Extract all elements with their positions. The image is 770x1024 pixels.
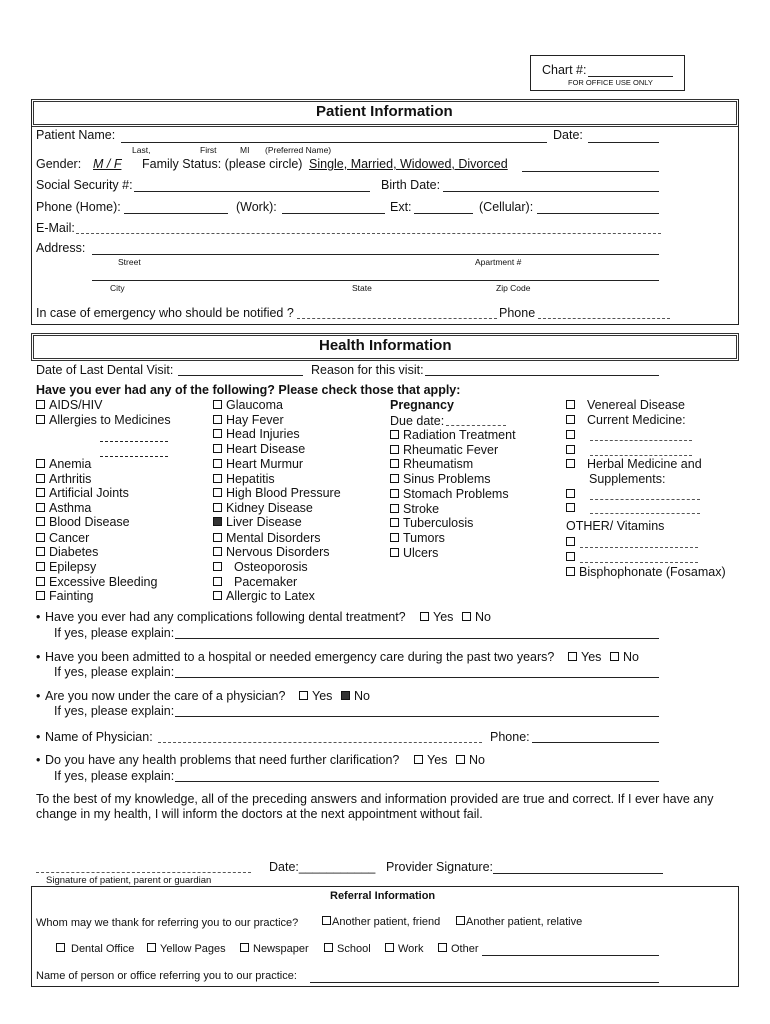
phone-home-label: Phone (Home): [36,200,121,214]
checkbox-icon[interactable] [213,459,222,468]
name-sub-last: Last, [132,145,151,155]
checkbox-icon[interactable] [456,916,465,925]
checkbox-icon[interactable] [36,400,45,409]
checkbox-icon[interactable] [414,755,423,764]
checkbox-icon[interactable] [390,504,399,513]
condition-fainting[interactable]: Fainting [36,589,93,603]
q3-text: Are you now under the care of a physician? [45,689,286,703]
checkbox-icon[interactable] [390,445,399,454]
checkbox-icon[interactable] [390,459,399,468]
condition-tumors[interactable]: Tumors [390,531,445,545]
vitamin-entry-1[interactable] [566,535,579,549]
referral-relative[interactable]: Another patient, relative [456,916,582,928]
checkbox-icon[interactable] [385,943,394,952]
q1-explain-field[interactable] [175,638,659,639]
office-use-note: FOR OFFICE USE ONLY [568,78,653,87]
q5-bullet: • [36,753,41,767]
family-status-line [522,171,659,172]
vitamin-line-2[interactable] [580,562,698,563]
condition-venereal[interactable]: Venereal Disease [566,398,685,412]
chart-number-label: Chart #: [542,63,587,77]
checkbox-icon[interactable] [213,400,222,409]
checkbox-icon[interactable] [324,943,333,952]
checkbox-icon[interactable] [568,652,577,661]
checkbox-icon[interactable] [420,612,429,621]
checkbox-icon[interactable] [213,591,222,600]
q5-no[interactable]: No [456,753,485,767]
q5-text: Do you have any health problems that need further clarification? [45,753,400,767]
state-caption: State [352,283,372,293]
street-field[interactable] [92,254,659,255]
q2-bullet: • [36,650,41,664]
checkbox-icon[interactable] [566,415,575,424]
condition-anemia[interactable]: Anemia [36,457,91,471]
emergency-phone-label: Phone [499,306,536,320]
checkbox-icon[interactable] [390,518,399,527]
physician-phone-field[interactable] [532,742,659,743]
phone-work-field[interactable] [282,213,385,214]
q2-explain-field[interactable] [175,677,659,678]
vitamin-line-1[interactable] [580,547,698,548]
checkbox-icon[interactable] [341,691,350,700]
referral-dental-office[interactable]: Dental Office [56,943,134,955]
q5-explain-label: If yes, please explain: [54,769,175,783]
checkbox-icon[interactable] [213,444,222,453]
physician-name-field[interactable] [158,742,482,743]
checkbox-icon[interactable] [438,943,447,952]
other-vitamins-label: OTHER/ Vitamins [566,519,665,533]
q3-bullet: • [36,689,41,703]
condition-artificial-joints[interactable]: Artificial Joints [36,486,129,500]
emergency-label: In case of emergency who should be notified ? [36,306,294,320]
herbal-entry-1[interactable] [566,487,579,501]
name-sub-mi: MI [240,145,250,155]
condition-glaucoma[interactable]: Glaucoma [213,398,283,412]
current-medicine[interactable]: Current Medicine: [566,413,686,427]
checkbox-icon[interactable] [390,430,399,439]
condition-head-injuries[interactable]: Head Injuries [213,427,300,441]
checkbox-icon[interactable] [462,612,471,621]
cellular-label: (Cellular): [479,200,534,214]
ssn-field[interactable] [134,191,370,192]
condition-asthma[interactable]: Asthma [36,501,91,515]
q3-yes[interactable]: Yes [299,689,332,703]
physician-phone-label: Phone: [490,730,530,744]
condition-diabetes[interactable]: Diabetes [36,545,98,559]
q3-explain-label: If yes, please explain: [54,704,175,718]
checkbox-icon[interactable] [322,916,331,925]
condition-tuberculosis[interactable]: Tuberculosis [390,516,473,530]
birth-date-field[interactable] [443,191,659,192]
condition-allergies-medicines[interactable]: Allergies to Medicines [36,413,171,427]
email-label: E-Mail: [36,221,75,235]
checkbox-icon[interactable] [390,489,399,498]
checkbox-icon[interactable] [566,489,575,498]
condition-osteoporosis[interactable]: Osteoporosis [213,560,308,574]
referral-title: Referral Information [330,890,436,902]
q1-text: Have you ever had any complications following dental treatment? [45,610,406,624]
condition-excessive-bleeding[interactable]: Excessive Bleeding [36,575,157,589]
checkbox-icon[interactable] [566,445,575,454]
pregnancy-label: Pregnancy [390,398,454,412]
name-sub-preferred: (Preferred Name) [265,145,332,155]
health-info-title: Health Information [319,337,452,354]
due-date-field[interactable] [446,425,506,426]
checkbox-icon[interactable] [213,562,222,571]
due-date-label: Due date: [390,414,445,428]
condition-sinus[interactable]: Sinus Problems [390,472,491,486]
emergency-phone-field[interactable] [538,318,670,319]
checkbox-icon[interactable] [566,459,575,468]
checkbox-icon[interactable] [36,503,45,512]
checkbox-icon[interactable] [299,691,308,700]
condition-high-blood-pressure[interactable]: High Blood Pressure [213,486,341,500]
family-status-label: Family Status: (please circle) [142,157,303,171]
checkbox-icon[interactable] [566,552,575,561]
checkbox-icon[interactable] [566,503,575,512]
checkbox-icon[interactable] [390,474,399,483]
checkbox-icon[interactable] [36,533,45,542]
checkbox-icon[interactable] [456,755,465,764]
date-label: Date: [553,128,583,142]
medicine-entry-2[interactable] [566,443,579,457]
checkbox-icon[interactable] [36,547,45,556]
checkbox-icon[interactable] [390,548,399,557]
condition-nervous-disorders[interactable]: Nervous Disorders [213,545,330,559]
condition-ulcers[interactable]: Ulcers [390,546,438,560]
signature-date-label[interactable]: Date:___________ [269,860,376,874]
patient-signature-field[interactable] [36,872,251,873]
checkbox-icon[interactable] [56,943,65,952]
condition-stroke[interactable]: Stroke [390,502,439,516]
q2-explain-label: If yes, please explain: [54,665,175,679]
allergy-line-1[interactable] [100,441,168,442]
last-visit-field[interactable] [178,375,303,376]
checkbox-icon[interactable] [36,562,45,571]
herbal-medicine[interactable]: Herbal Medicine and [566,457,702,471]
checkbox-icon[interactable] [240,943,249,952]
condition-kidney-disease[interactable]: Kidney Disease [213,501,313,515]
address-label: Address: [36,241,86,255]
checkbox-icon[interactable] [566,567,575,576]
referral-name-label: Name of person or office referring you to our practice: [36,970,297,982]
checkbox-icon[interactable] [213,533,222,542]
referral-newspaper[interactable]: Newspaper [240,943,309,955]
condition-liver-disease[interactable]: Liver Disease [213,515,302,529]
q5-yes[interactable]: Yes [414,753,447,767]
phone-home-field[interactable] [124,213,228,214]
allergy-line-2[interactable] [100,456,168,457]
condition-stomach[interactable]: Stomach Problems [390,487,509,501]
last-visit-label: Date of Last Dental Visit: [36,363,174,377]
patient-name-field[interactable] [121,142,547,143]
referral-friend[interactable]: Another patient, friend [322,916,440,928]
checkbox-icon[interactable] [36,459,45,468]
condition-rheumatic-fever[interactable]: Rheumatic Fever [390,443,498,457]
checkbox-icon[interactable] [390,533,399,542]
checkbox-icon[interactable] [213,429,222,438]
herbal-entry-2[interactable] [566,501,579,515]
q1-no[interactable]: No [462,610,491,624]
q2-text: Have you been admitted to a hospital or needed emergency care during the past two years? [45,650,555,664]
checkbox-icon[interactable] [36,415,45,424]
checkbox-icon[interactable] [213,577,222,586]
herbal-line-2[interactable] [590,513,700,514]
patient-name-label: Patient Name: [36,128,116,142]
ssn-label: Social Security #: [36,178,133,192]
condition-heart-murmur[interactable]: Heart Murmur [213,457,303,471]
checkbox-icon[interactable] [36,577,45,586]
vitamin-entry-2[interactable] [566,550,579,564]
ext-label: Ext: [390,200,412,214]
condition-rheumatism[interactable]: Rheumatism [390,457,473,471]
checkbox-icon[interactable] [213,503,222,512]
date-field[interactable] [588,142,659,143]
condition-pacemaker[interactable]: Pacemaker [213,575,297,589]
condition-blood-disease[interactable]: Blood Disease [36,515,130,529]
checkbox-icon[interactable] [36,488,45,497]
zip-caption: Zip Code [496,283,531,293]
referral-name-field[interactable] [310,982,659,983]
q2-no[interactable]: No [610,650,639,664]
condition-mental-disorders[interactable]: Mental Disorders [213,531,320,545]
q3-explain-field[interactable] [175,716,659,717]
phone-work-label: (Work): [236,200,277,214]
checkbox-icon[interactable] [213,415,222,424]
signature-caption: Signature of patient, parent or guardian [46,875,212,886]
referral-other[interactable]: Other [438,943,479,955]
chart-number-field[interactable] [588,76,673,77]
email-field[interactable] [76,233,661,234]
physician-name-label: Name of Physician: [45,730,153,744]
provider-signature-field[interactable] [493,873,663,874]
medicine-line-2[interactable] [590,455,692,456]
medicine-entry-1[interactable] [566,428,579,442]
birth-date-label: Birth Date: [381,178,441,192]
condition-epilepsy[interactable]: Epilepsy [36,560,96,574]
condition-cancer[interactable]: Cancer [36,531,89,545]
gender-value[interactable]: M / F [93,157,122,171]
family-status-options[interactable]: Single, Married, Widowed, Divorced [309,157,508,171]
condition-radiation[interactable]: Radiation Treatment [390,428,516,442]
checkbox-icon[interactable] [213,547,222,556]
city-state-zip-field[interactable] [92,280,659,281]
q4-bullet: • [36,730,41,744]
certification-statement: To the best of my knowledge, all of the preceding answers and information provided are true and correct. If I ever have any change in my health, I will inform the doctors at the next appointment without fail. [36,792,714,821]
q1-bullet: • [36,610,41,624]
checkbox-icon[interactable] [36,591,45,600]
condition-hepatitis[interactable]: Hepatitis [213,472,275,486]
supplements-label: Supplements: [589,472,666,486]
apartment-caption: Apartment # [475,257,522,267]
checkbox-icon[interactable] [36,517,45,526]
reason-label: Reason for this visit: [311,363,424,377]
condition-arthritis[interactable]: Arthritis [36,472,91,486]
condition-aids[interactable]: AIDS/HIV [36,398,103,412]
gender-label: Gender: [36,157,82,171]
name-sub-first: First [200,145,217,155]
condition-hay-fever[interactable]: Hay Fever [213,413,284,427]
checkbox-icon[interactable] [213,488,222,497]
herbal-line-1[interactable] [590,499,700,500]
checkbox-icon[interactable] [213,517,222,526]
condition-bisphosphonate[interactable]: Bisphophonate (Fosamax) [566,565,726,579]
referral-question: Whom may we thank for referring you to our practice? [36,917,299,929]
referral-yellow-pages[interactable]: Yellow Pages [147,943,226,955]
referral-work[interactable]: Work [385,943,423,955]
q1-explain-label: If yes, please explain: [54,626,175,640]
checkbox-icon[interactable] [213,474,222,483]
patient-info-section [31,99,739,325]
checkbox-icon[interactable] [36,474,45,483]
emergency-field[interactable] [297,318,497,319]
patient-info-title: Patient Information [316,103,453,120]
q1-yes[interactable]: Yes [420,610,453,624]
conditions-question: Have you ever had any of the following? Please check those that apply: [36,383,461,397]
condition-allergic-latex[interactable]: Allergic to Latex [213,589,315,603]
checkbox-icon[interactable] [566,430,575,439]
street-caption: Street [118,257,141,267]
checkbox-icon[interactable] [566,537,575,546]
checkbox-icon[interactable] [610,652,619,661]
city-caption: City [110,283,125,293]
provider-signature-label: Provider Signature: [386,860,494,874]
checkbox-icon[interactable] [566,400,575,409]
ext-field[interactable] [414,213,473,214]
reason-field[interactable] [425,375,659,376]
referral-other-field[interactable] [482,955,659,956]
q2-yes[interactable]: Yes [568,650,601,664]
medicine-line-1[interactable] [590,440,692,441]
q3-no[interactable]: No [341,689,370,703]
condition-heart-disease[interactable]: Heart Disease [213,442,305,456]
checkbox-icon[interactable] [147,943,156,952]
cellular-field[interactable] [537,213,659,214]
referral-school[interactable]: School [324,943,371,955]
q5-explain-field[interactable] [175,781,659,782]
